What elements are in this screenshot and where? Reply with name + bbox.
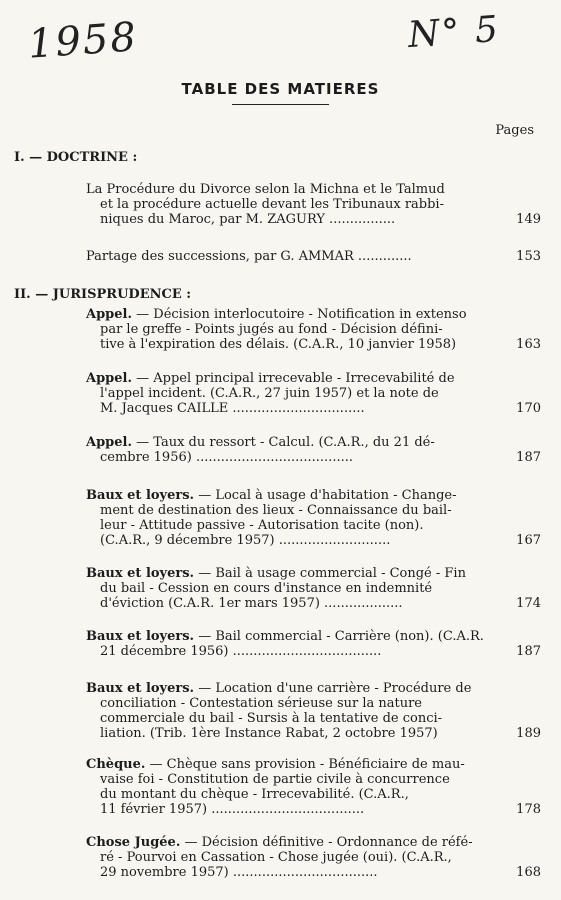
toc-entry-line	[86, 371, 503, 386]
toc-entry	[86, 757, 503, 817]
toc-entry-line	[86, 629, 503, 644]
toc-entry-text: Partage des successions, par G. AMMAR .............	[86, 249, 412, 264]
toc-entry	[86, 488, 503, 548]
toc-entry-line	[86, 197, 503, 212]
toc-entry-text: (C.A.R., 9 décembre 1957) ...........................	[100, 533, 391, 548]
toc-entry-text: ré - Pourvoi en Cassation - Chose jugée (oui). (C.A.R.,	[100, 850, 452, 865]
page-title: TABLE DES MATIERES	[181, 80, 380, 98]
toc-entry-heading: Chose Jugée.	[86, 835, 181, 850]
toc-entry-text: d'éviction (C.A.R. 1er mars 1957) ...................	[100, 596, 403, 611]
toc-entry-text: — Bail à usage commercial - Congé - Fin	[194, 566, 466, 581]
toc-entry	[86, 307, 503, 352]
toc-page-number: 168	[516, 865, 541, 880]
toc-entry-text: liation. (Trib. 1ère Instance Rabat, 2 octobre 1957)	[100, 726, 438, 741]
toc-entry-line	[86, 450, 503, 465]
toc-entry-line	[86, 386, 503, 401]
toc-entry-heading: Baux et loyers.	[86, 681, 195, 696]
toc-entry-text: La Procédure du Divorce selon la Michna et le Talmud	[86, 182, 445, 197]
toc-entry-line	[86, 249, 503, 264]
toc-entry	[86, 182, 503, 227]
toc-entry-line	[86, 337, 503, 352]
toc-entry-line	[86, 322, 503, 337]
toc-entry-line	[86, 307, 503, 322]
toc-entry-text: ment de destination des lieux - Connaissance du bail-	[100, 503, 452, 518]
toc-entry-line	[86, 212, 503, 227]
toc-entry-line	[86, 581, 503, 596]
toc-entry-text: — Décision interlocutoire - Notification in extenso	[132, 307, 467, 322]
toc-page-number: 153	[516, 249, 541, 264]
toc-entry-heading: Appel.	[86, 435, 133, 450]
toc-entry-line	[86, 757, 503, 772]
toc-page-number: 187	[516, 644, 541, 659]
toc-entry-line	[86, 488, 503, 503]
handwritten-number: N° 5	[406, 8, 502, 57]
toc-page-number: 149	[516, 212, 541, 227]
toc-entry-line	[86, 787, 503, 802]
toc-entry-line	[86, 802, 503, 817]
toc-entry	[86, 435, 503, 465]
section-jurisprudence: II. — JURISPRUDENCE :	[14, 287, 192, 302]
toc-entry-line	[86, 711, 503, 726]
toc-page-number: 178	[516, 802, 541, 817]
toc-page-number: 174	[516, 596, 541, 611]
toc-entry-heading: Baux et loyers.	[86, 488, 195, 503]
toc-entry-line	[86, 518, 503, 533]
toc-entry-line	[86, 726, 503, 741]
toc-page-number: 170	[516, 401, 541, 416]
toc-entry-text: leur - Attitude passive - Autorisation tacite (non).	[100, 518, 424, 533]
toc-page-number: 187	[516, 450, 541, 465]
toc-entry-line	[86, 401, 503, 416]
toc-entry	[86, 249, 503, 264]
toc-entry-line	[86, 865, 503, 880]
toc-entry-line	[86, 435, 503, 450]
toc-entry-line	[86, 772, 503, 787]
toc-entry-line	[86, 566, 503, 581]
toc-entry-line	[86, 596, 503, 611]
toc-entry-heading: Baux et loyers.	[86, 566, 195, 581]
toc-entry-text: — Local à usage d'habitation - Change-	[194, 488, 457, 503]
toc-entry-text: du bail - Cession en cours d'instance en indemnité	[100, 581, 433, 596]
toc-entry-text: — Chèque sans provision - Bénéficiaire de mau-	[145, 757, 465, 772]
toc-entry-text: — Taux du ressort - Calcul. (C.A.R., du 21 dé-	[132, 435, 435, 450]
toc-entry-text: M. Jacques CAILLE ................................	[100, 401, 365, 416]
toc-entry-line	[86, 681, 503, 696]
toc-entry-line	[86, 533, 503, 548]
pages-column-header: Pages	[495, 123, 534, 138]
toc-entry-heading: Appel.	[86, 307, 133, 322]
toc-page-number: 163	[516, 337, 541, 352]
toc-entry-text: vaise foi - Constitution de partie civile à concurrence	[100, 772, 450, 787]
toc-page-number: 189	[516, 726, 541, 741]
toc-entry-line	[86, 182, 503, 197]
toc-entry	[86, 629, 503, 659]
toc-entry-line	[86, 696, 503, 711]
toc-entry-text: 21 décembre 1956) ....................................	[100, 644, 382, 659]
toc-entry	[86, 835, 503, 880]
toc-entry-text: commerciale du bail - Sursis à la tentative de conci-	[100, 711, 443, 726]
handwritten-year: 1958	[26, 14, 140, 68]
toc-entry-text: l'appel incident. (C.A.R., 27 juin 1957) et la note de	[100, 386, 439, 401]
toc-entry-line	[86, 850, 503, 865]
toc-entry-text: — Appel principal irrecevable - Irrecevabilité de	[132, 371, 455, 386]
section-doctrine: I. — DOCTRINE :	[14, 150, 138, 165]
toc-entry-text: — Bail commercial - Carrière (non). (C.A.R.	[194, 629, 484, 644]
toc-entry-text: cembre 1956) ......................................	[100, 450, 353, 465]
toc-entry-text: conciliation - Contestation sérieuse sur la nature	[100, 696, 423, 711]
toc-entry-text: — Location d'une carrière - Procédure de	[194, 681, 472, 696]
toc-entry-text: par le greffe - Points jugés au fond - Décision défini-	[100, 322, 443, 337]
toc-entry-text: du montant du chèque - Irrecevabilité. (C.A.R.,	[100, 787, 409, 802]
toc-page-number: 167	[516, 533, 541, 548]
toc-entry-text: 11 février 1957) .....................................	[100, 802, 365, 817]
toc-entry-text: 29 novembre 1957) ...................................	[100, 865, 378, 880]
toc-entry-heading: Appel.	[86, 371, 133, 386]
toc-entry-text: et la procédure actuelle devant les Tribunaux rabbi-	[100, 197, 444, 212]
toc-entry	[86, 371, 503, 416]
toc-entry-text: niques du Maroc, par M. ZAGURY ................	[100, 212, 396, 227]
toc-entry-text: — Décision définitive - Ordonnance de réfé-	[180, 835, 473, 850]
title-underline	[232, 104, 329, 105]
toc-entry-line	[86, 503, 503, 518]
toc-entry-heading: Baux et loyers.	[86, 629, 195, 644]
toc-entry-heading: Chèque.	[86, 757, 146, 772]
toc-entry-line	[86, 835, 503, 850]
toc-entry	[86, 566, 503, 611]
toc-entry	[86, 681, 503, 741]
toc-entry-line	[86, 644, 503, 659]
toc-entry-text: tive à l'expiration des délais. (C.A.R., 10 janvier 1958)	[100, 337, 457, 352]
